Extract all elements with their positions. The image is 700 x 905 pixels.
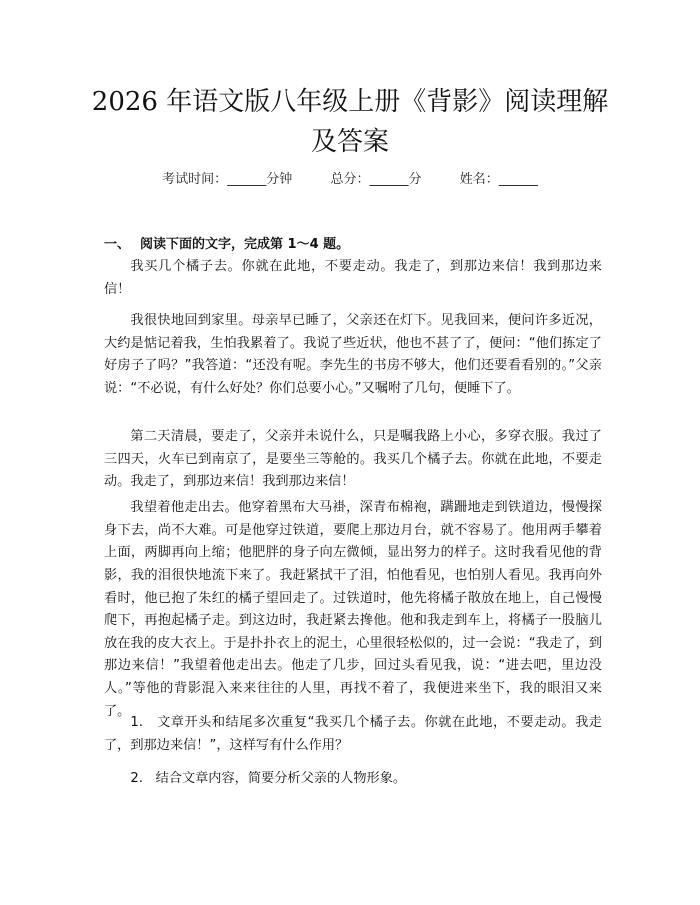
score-blank: ______ [369,172,409,187]
name-blank: ______ [498,172,538,187]
question-2-text: 结合文章内容，简要分析父亲的人物形象。 [155,771,407,787]
score-unit: 分 [408,172,422,187]
passage-paragraph-3: 第二天清晨，要走了，父亲并未说什么，只是嘱我路上小心，多穿衣服。我过了三四天，火车已到南京了，是要坐三等舱的。我买几个橘子去。你就在此地，不要走动。我走了，到那边来信！我到那边来信！ [104,429,602,490]
time-blank: ______ [227,172,267,187]
section-number: 一、 [104,237,131,252]
section-heading [104,233,349,252]
time-label: 考试时间： [162,172,228,187]
passage-paragraph-4: 我望着他走出去。他穿着黑布大马褂，深青布棉袍，蹒跚地走到铁道边，慢慢探身下去，尚不大难。可是他穿过铁道，要爬上那边月台，就不容易了。他用两手攀着上面，两脚再向上缩；他肥胖的身子向左微倾，显出努力的样子。这时我看见他的背影，我的泪很快地流下来了。我赶紧拭干了泪，怕他看见，也怕别人看见。我再向外看时，他已抱了朱红的橘子望回走了。过铁道时，他先将橘子散放在地上，自己慢慢爬下，再抱起橘子走。到这边时，我赶紧去搀他。他和我走到车上，将橘子一股脑儿放在我的皮大衣上。于是扑扑衣上的泥土，心里很轻松似的，过一会说：“我走了，到那边来信！”我望着他走出去。他走了几步，回过头看见我，说：“进去吧，里边没人。”等他的背影混入来来往往的人里，再找不着了，我便进来坐下，我的眼泪又来了。 [104,500,602,719]
question-1-number: 1. [130,715,143,731]
passage-paragraph-1: 我买几个橘子去。你就在此地，不要走动。我走了，到那边来信！我到那边来信！ [104,259,602,297]
question-1-text: 文章开头和结尾多次重复“我买几个橘子去。你就在此地，不要走动。我走了，到那边来信！”，这样写有什么作用？ [104,715,602,754]
question-1 [104,711,602,757]
question-2 [104,767,602,790]
score-label: 总分： [330,172,370,187]
exam-info-line [0,168,700,187]
page-title: 2026 年语文版八年级上册《背影》阅读理解及答案 [91,87,609,157]
section-text: 阅读下面的文字，完成第 1～4 题。 [140,237,350,252]
question-2-number: 2. [130,771,143,787]
time-unit: 分钟 [266,172,293,187]
passage-paragraph-2: 我很快地回到家里。母亲早已睡了，父亲还在灯下。见我回来，便问许多近况，大约是惦记着我，生怕我累着了。我说了些近状，他也不甚了了，便问：“他们拣定了好房子了吗？”我答道：“还没有呢。李先生的书房不够大，他们还要看看别的。”父亲说：“不必说，有什么好处？你们总要小心。”又嘱咐了几句，便睡下了。 [104,313,602,396]
name-label: 姓名： [459,172,499,187]
